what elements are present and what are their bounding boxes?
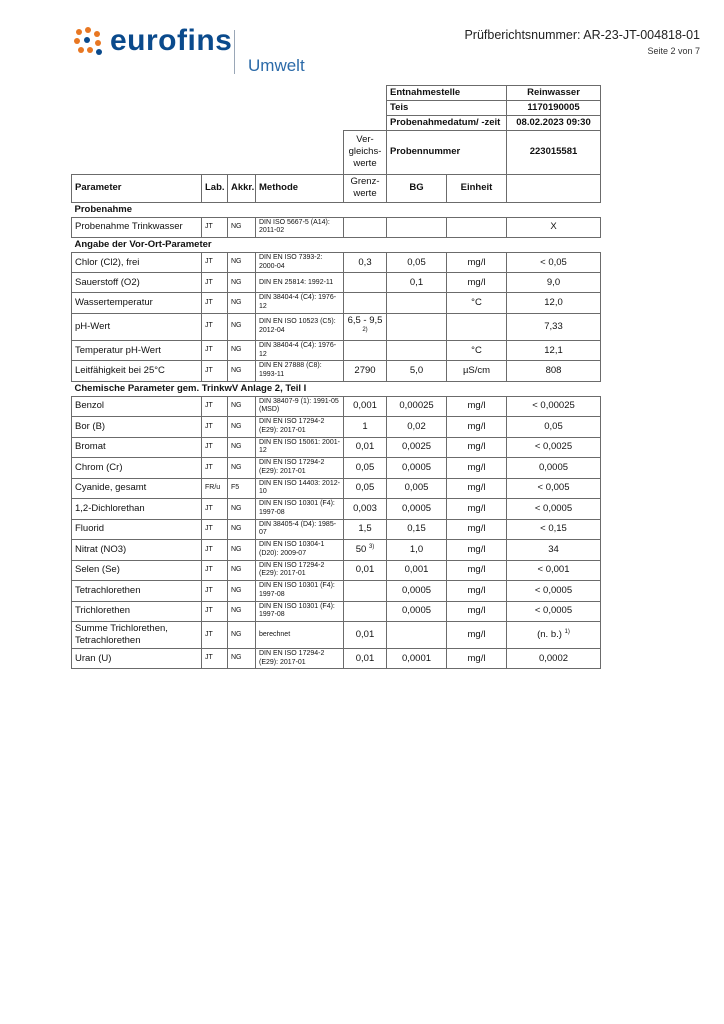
grenzwert-value: 0,003 [353, 502, 377, 514]
column-header-grenzwerte: Grenz-werte [344, 174, 387, 202]
column-header-akkr: Akkr. [228, 174, 256, 202]
grenzwert-cell [344, 581, 387, 602]
grenzwert-footnote: 3) [368, 543, 375, 550]
lab-cell: JT [202, 540, 228, 561]
lab-cell: JT [202, 361, 228, 382]
empty-cell [256, 86, 344, 101]
grenzwert-footnote: 2) [362, 326, 368, 333]
grenzwert-cell [344, 622, 387, 649]
akkr-cell: NG [228, 519, 256, 540]
lab-cell: JT [202, 340, 228, 361]
methode-cell: DIN EN ISO 10301 (F4): 1997-08 [256, 581, 344, 602]
result-cell [507, 217, 601, 238]
section-title: Angabe der Vor-Ort-Parameter [74, 239, 212, 250]
grenzwert-value: 1,5 [358, 523, 372, 535]
sample-info-value: 1170190005 [507, 100, 601, 115]
grenzwert-cell [344, 417, 387, 438]
grenzwert-cell [344, 519, 387, 540]
sample-info-value: Reinwasser [507, 86, 601, 101]
column-header-methode: Methode [256, 174, 344, 202]
result-value: < 0,0005 [534, 502, 573, 514]
result-value: 12,0 [544, 297, 563, 309]
bg-cell [387, 293, 447, 314]
akkr-cell: NG [228, 622, 256, 649]
lab-cell: JT [202, 581, 228, 602]
result-footnote: 1) [564, 629, 570, 636]
column-header-bg: BG [387, 174, 447, 202]
grenzwert-cell [344, 458, 387, 479]
column-header-empty [507, 174, 601, 202]
methode-cell: DIN EN ISO 17294-2 (E29): 2017-01 [256, 417, 344, 438]
result-value: 12,1 [544, 344, 563, 356]
result-cell [507, 340, 601, 361]
einheit-cell: °C [447, 293, 507, 314]
report-number: Prüfberichtsnummer: AR-23-JT-004818-01 [464, 28, 700, 42]
result-cell [507, 458, 601, 479]
result-cell [507, 601, 601, 622]
sample-info-value: 223015581 [507, 130, 601, 174]
akkr-cell: F5 [228, 478, 256, 499]
grenzwert-value: 6,5 - 9,5 [347, 314, 383, 326]
bg-cell: 0,00025 [387, 396, 447, 417]
empty-cell [344, 100, 387, 115]
parameter-cell: Probenahme Trinkwasser [72, 217, 202, 238]
empty-cell [256, 100, 344, 115]
result-cell [507, 273, 601, 293]
lab-cell: JT [202, 499, 228, 520]
bg-cell: 0,0005 [387, 601, 447, 622]
methode-cell: DIN 38405-4 (D4): 1985-07 [256, 519, 344, 540]
table-row [72, 396, 601, 417]
grenzwert-cell [344, 396, 387, 417]
parameter-cell: Chrom (Cr) [72, 458, 202, 479]
akkr-cell: NG [228, 437, 256, 458]
grenzwert-value: 50 [355, 544, 367, 556]
brand-name: eurofins [110, 24, 233, 57]
parameter-cell: Nitrat (NO3) [72, 540, 202, 561]
grenzwert-value: 1 [362, 420, 368, 432]
grenzwert-value: 0,001 [353, 400, 377, 412]
methode-cell: DIN 38404-4 (C4): 1976-12 [256, 340, 344, 361]
akkr-cell: NG [228, 581, 256, 602]
parameter-cell: Leitfähigkeit bei 25°C [72, 361, 202, 382]
lab-cell: JT [202, 560, 228, 581]
section-title-row [72, 381, 601, 396]
methode-cell: DIN EN ISO 10301 (F4): 1997-08 [256, 499, 344, 520]
empty-cell [72, 130, 202, 174]
result-value: < 0,0005 [534, 584, 573, 596]
einheit-cell: mg/l [447, 273, 507, 293]
result-value: (n. b.) [537, 629, 562, 641]
parameter-cell: Tetrachlorethen [72, 581, 202, 602]
lab-cell: JT [202, 273, 228, 293]
parameter-cell: Chlor (Cl2), frei [72, 252, 202, 273]
akkr-cell: NG [228, 648, 256, 669]
result-value: < 0,00025 [532, 400, 575, 412]
logo-divider [234, 30, 235, 74]
einheit-cell: mg/l [447, 417, 507, 438]
lab-cell: JT [202, 217, 228, 238]
methode-cell: DIN EN ISO 14403: 2012-10 [256, 478, 344, 499]
sample-info-label: Probenahmedatum/ -zeit [387, 115, 507, 130]
grenzwert-cell [344, 217, 387, 238]
empty-cell [344, 115, 387, 130]
table-row [72, 313, 601, 340]
table-row [72, 458, 601, 479]
lab-cell: JT [202, 293, 228, 314]
empty-cell [202, 130, 228, 174]
parameter-cell: Benzol [72, 396, 202, 417]
methode-cell: DIN EN ISO 10301 (F4): 1997-08 [256, 601, 344, 622]
sample-info-label: Teis [387, 100, 507, 115]
empty-cell [72, 100, 202, 115]
einheit-cell: µS/cm [447, 361, 507, 382]
parameter-cell: Fluorid [72, 519, 202, 540]
result-value: 0,05 [544, 420, 563, 432]
methode-cell: DIN EN ISO 17294-2 (E29): 2017-01 [256, 458, 344, 479]
akkr-cell: NG [228, 313, 256, 340]
result-value: 9,0 [546, 276, 561, 288]
table-row [72, 340, 601, 361]
result-cell [507, 361, 601, 382]
results-table [71, 85, 601, 669]
result-cell [507, 293, 601, 314]
parameter-cell: Bromat [72, 437, 202, 458]
table-row [72, 560, 601, 581]
parameter-cell: Cyanide, gesamt [72, 478, 202, 499]
result-cell [507, 396, 601, 417]
methode-cell: DIN EN ISO 10304-1 (D20): 2009-07 [256, 540, 344, 561]
bg-cell: 5,0 [387, 361, 447, 382]
empty-cell [228, 86, 256, 101]
akkr-cell: NG [228, 601, 256, 622]
lab-cell: JT [202, 458, 228, 479]
grenzwert-cell [344, 601, 387, 622]
result-value: < 0,05 [540, 256, 567, 268]
result-value: < 0,15 [540, 523, 567, 535]
result-cell [507, 499, 601, 520]
result-value: 0,0002 [538, 652, 569, 664]
bg-cell [387, 340, 447, 361]
bg-cell [387, 622, 447, 649]
grenzwert-cell [344, 313, 387, 340]
bg-cell: 0,0025 [387, 437, 447, 458]
einheit-cell: mg/l [447, 560, 507, 581]
bg-cell [387, 313, 447, 340]
empty-cell [228, 100, 256, 115]
section-title-row [72, 202, 601, 217]
akkr-cell: NG [228, 499, 256, 520]
grenzwert-cell [344, 437, 387, 458]
einheit-cell: mg/l [447, 622, 507, 649]
methode-cell: DIN EN ISO 15061: 2001-12 [256, 437, 344, 458]
grenzwert-value: 0,01 [355, 629, 375, 641]
section-title: Probenahme [74, 203, 133, 215]
result-value: 7,33 [544, 320, 563, 332]
grenzwert-cell [344, 540, 387, 561]
einheit-cell: mg/l [447, 478, 507, 499]
result-cell [507, 622, 601, 649]
bg-cell: 0,0005 [387, 458, 447, 479]
result-cell [507, 560, 601, 581]
parameter-cell: Bor (B) [72, 417, 202, 438]
methode-cell: DIN EN ISO 17294-2 (E29): 2017-01 [256, 560, 344, 581]
bg-cell: 0,005 [387, 478, 447, 499]
einheit-cell: mg/l [447, 252, 507, 273]
grenzwert-cell [344, 273, 387, 293]
einheit-cell [447, 313, 507, 340]
einheit-cell: mg/l [447, 519, 507, 540]
empty-cell [256, 115, 344, 130]
methode-cell: DIN EN ISO 17294-2 (E29): 2017-01 [256, 648, 344, 669]
grenzwert-value: 2790 [354, 365, 376, 377]
lab-cell: JT [202, 313, 228, 340]
grenzwert-cell [344, 560, 387, 581]
parameter-cell: Summe Trichlorethen, Tetrachlorethen [72, 622, 202, 649]
table-row [72, 519, 601, 540]
einheit-cell: mg/l [447, 540, 507, 561]
akkr-cell: NG [228, 417, 256, 438]
result-value: X [550, 221, 557, 233]
methode-cell: DIN 38407-9 (1): 1991-05 (MSD) [256, 396, 344, 417]
parameter-cell: 1,2-Dichlorethan [72, 499, 202, 520]
result-cell [507, 417, 601, 438]
table-row [72, 499, 601, 520]
vergleichswerte-header: Ver-gleichs-werte [344, 130, 387, 174]
empty-cell [72, 86, 202, 101]
parameter-cell: pH-Wert [72, 313, 202, 340]
akkr-cell: NG [228, 273, 256, 293]
parameter-cell: Temperatur pH-Wert [72, 340, 202, 361]
result-cell [507, 519, 601, 540]
lab-cell: JT [202, 601, 228, 622]
lab-cell: JT [202, 252, 228, 273]
methode-cell: DIN 38404-4 (C4): 1976-12 [256, 293, 344, 314]
table-row [72, 293, 601, 314]
table-row [72, 273, 601, 293]
einheit-cell: mg/l [447, 437, 507, 458]
sample-info-row [72, 100, 601, 115]
empty-cell [344, 86, 387, 101]
column-header-row [72, 174, 601, 202]
einheit-cell: mg/l [447, 458, 507, 479]
grenzwert-cell [344, 648, 387, 669]
bg-cell: 0,02 [387, 417, 447, 438]
table-row [72, 478, 601, 499]
sample-info-label: Probennummer [387, 130, 507, 174]
result-cell [507, 648, 601, 669]
methode-cell: DIN EN 27888 (C8): 1993-11 [256, 361, 344, 382]
einheit-cell: mg/l [447, 601, 507, 622]
table-row [72, 252, 601, 273]
akkr-cell: NG [228, 396, 256, 417]
result-cell [507, 540, 601, 561]
methode-cell: DIN EN ISO 10523 (C5): 2012-04 [256, 313, 344, 340]
empty-cell [202, 86, 228, 101]
einheit-cell: mg/l [447, 499, 507, 520]
einheit-cell: mg/l [447, 396, 507, 417]
sample-info-row [72, 130, 601, 174]
bg-cell: 0,1 [387, 273, 447, 293]
grenzwert-cell [344, 340, 387, 361]
methode-cell: DIN ISO 5667-5 (A14): 2011-02 [256, 217, 344, 238]
result-value: < 0,001 [537, 564, 570, 576]
einheit-cell [447, 217, 507, 238]
parameter-cell: Trichlorethen [72, 601, 202, 622]
empty-cell [228, 115, 256, 130]
result-cell [507, 581, 601, 602]
bg-cell: 0,15 [387, 519, 447, 540]
result-value: 0,0005 [538, 461, 569, 473]
column-header-einheit: Einheit [447, 174, 507, 202]
methode-cell: berechnet [256, 622, 344, 649]
table-row [72, 648, 601, 669]
bg-cell: 0,0005 [387, 581, 447, 602]
division-name: Umwelt [248, 56, 305, 75]
sample-info-value: 08.02.2023 09:30 [507, 115, 601, 130]
grenzwert-value: 0,05 [355, 482, 375, 494]
column-header-lab: Lab. [202, 174, 228, 202]
result-cell [507, 478, 601, 499]
grenzwert-cell [344, 361, 387, 382]
akkr-cell: NG [228, 252, 256, 273]
result-value: 34 [548, 543, 559, 555]
bg-cell: 1,0 [387, 540, 447, 561]
empty-cell [72, 115, 202, 130]
result-value: < 0,005 [537, 482, 570, 494]
sample-info-row [72, 115, 601, 130]
bg-cell: 0,0005 [387, 499, 447, 520]
empty-cell [228, 130, 256, 174]
section-title-row [72, 238, 601, 253]
grenzwert-cell [344, 252, 387, 273]
table-row [72, 622, 601, 649]
result-value: 808 [545, 365, 562, 377]
sample-info-label: Entnahmestelle [387, 86, 507, 101]
table-row [72, 361, 601, 382]
table-row [72, 217, 601, 238]
column-header-parameter: Parameter [72, 174, 202, 202]
parameter-cell: Selen (Se) [72, 560, 202, 581]
eurofins-dots-icon [74, 27, 104, 55]
grenzwert-cell [344, 478, 387, 499]
akkr-cell: NG [228, 540, 256, 561]
grenzwert-value: 0,01 [355, 564, 375, 576]
akkr-cell: NG [228, 340, 256, 361]
table-row [72, 437, 601, 458]
result-cell [507, 313, 601, 340]
lab-cell: JT [202, 648, 228, 669]
grenzwert-cell [344, 293, 387, 314]
einheit-cell: mg/l [447, 581, 507, 602]
result-value: < 0,0005 [534, 605, 573, 617]
table-row [72, 417, 601, 438]
lab-cell: JT [202, 417, 228, 438]
table-row [72, 601, 601, 622]
page-number: Seite 2 von 7 [647, 46, 700, 56]
akkr-cell: NG [228, 217, 256, 238]
sample-info-row [72, 86, 601, 101]
table-row [72, 581, 601, 602]
bg-cell: 0,05 [387, 252, 447, 273]
akkr-cell: NG [228, 560, 256, 581]
grenzwert-value: 0,05 [355, 461, 375, 473]
lab-cell: JT [202, 437, 228, 458]
akkr-cell: NG [228, 293, 256, 314]
methode-cell: DIN EN 25814: 1992-11 [256, 273, 344, 293]
methode-cell: DIN EN ISO 7393-2: 2000-04 [256, 252, 344, 273]
eurofins-logo [74, 24, 232, 58]
empty-cell [256, 130, 344, 174]
bg-cell: 0,001 [387, 560, 447, 581]
akkr-cell: NG [228, 458, 256, 479]
parameter-cell: Wassertemperatur [72, 293, 202, 314]
lab-cell: FR/u [202, 478, 228, 499]
einheit-cell: °C [447, 340, 507, 361]
result-cell [507, 437, 601, 458]
result-cell [507, 252, 601, 273]
grenzwert-value: 0,01 [355, 652, 375, 664]
bg-cell [387, 217, 447, 238]
lab-cell: JT [202, 396, 228, 417]
bg-cell: 0,0001 [387, 648, 447, 669]
section-title: Chemische Parameter gem. TrinkwV Anlage 2, Teil I [74, 382, 307, 394]
einheit-cell: mg/l [447, 648, 507, 669]
grenzwert-value: 0,01 [355, 441, 375, 453]
grenzwert-value: 0,3 [358, 256, 372, 268]
grenzwert-cell [344, 499, 387, 520]
akkr-cell: NG [228, 361, 256, 382]
lab-cell: JT [202, 519, 228, 540]
parameter-cell: Sauerstoff (O2) [72, 273, 202, 293]
empty-cell [202, 115, 228, 130]
parameter-cell: Uran (U) [72, 648, 202, 669]
empty-cell [202, 100, 228, 115]
table-row [72, 540, 601, 561]
result-value: < 0,0025 [534, 441, 573, 453]
lab-cell: JT [202, 622, 228, 649]
